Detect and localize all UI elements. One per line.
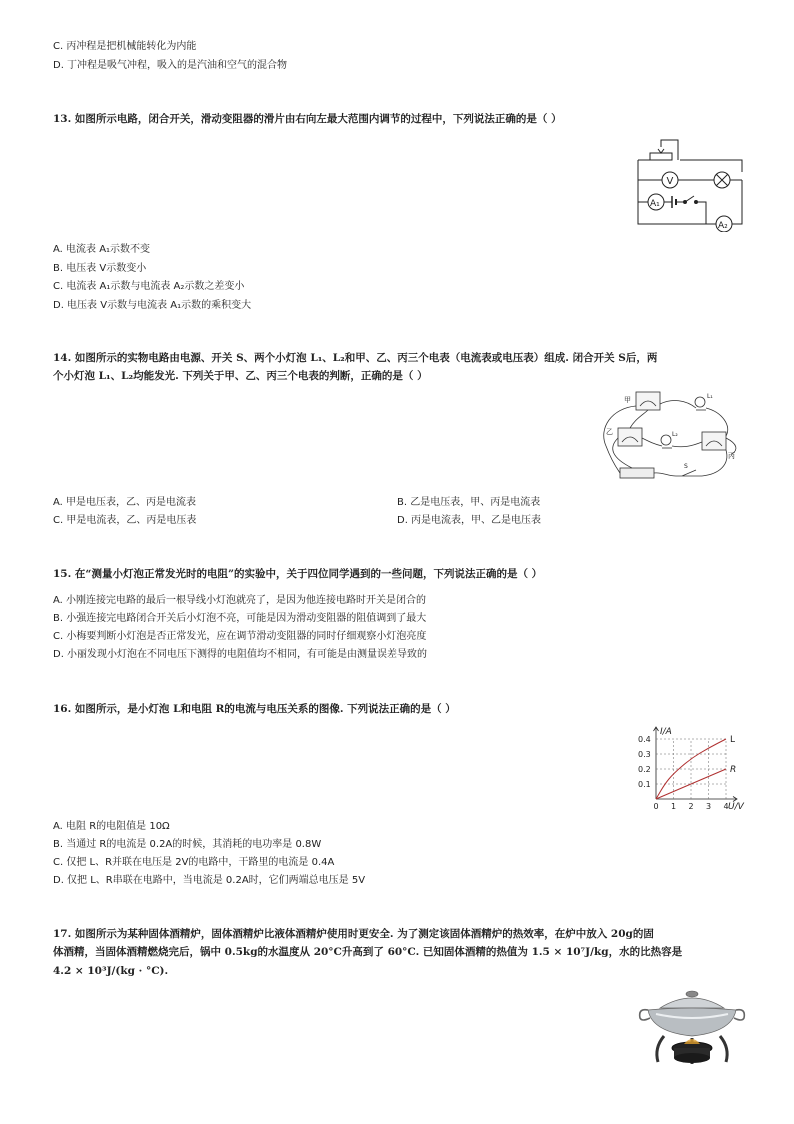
q13-option-d: D. 电压表 V示数与电流表 A₁示数的乘积变大 [53,300,252,311]
label-l2: L₂ [672,431,678,438]
q16-option-a: A. 电阻 R的电阻值是 10Ω [53,821,170,832]
q14-option-c: C. 甲是电流表，乙、丙是电压表 [53,515,197,526]
y-tick-label: 0.1 [638,780,651,789]
x-tick-label: 2 [688,802,694,811]
y-axis-label: I/A [660,727,672,737]
q12-option-d: D. 丁冲程是吸气冲程，吸入的是汽油和空气的混合物 [53,60,288,71]
x-axis-label: U/V [728,802,744,812]
x-tick-label: 1 [671,802,677,811]
q15-option-b: B. 小强连接完电路闭合开关后小灯泡不亮，可能是因为滑动变阻器的阻值调到了最大 [53,613,427,624]
q13-stem: 13. 如图所示电路，闭合开关，滑动变阻器的滑片由右向左最大范围内调节的过程中，下列说法正确的是（ ） [53,113,562,125]
q14-stem-line1: 14. 如图所示的实物电路由电源、开关 S、两个小灯泡 L₁、L₂和甲、乙、丙三个电表（电流表或电压表）组成. 闭合开关 S后，两 [53,352,658,364]
q15-option-a: A. 小刚连接完电路的最后一根导线小灯泡就亮了，是因为他连接电路时开关是闭合的 [53,595,427,606]
q17-stem-line1: 17. 如图所示为某种固体酒精炉，固体酒精炉比液体酒精炉使用时更安全. 为了测定该固体酒精炉的热效率，在炉中放入 20g的固 [53,928,654,940]
switch-s [676,470,702,476]
series-R-label: R [730,765,737,775]
y-tick-label: 0.2 [638,765,651,774]
y-tick-label: 0.3 [638,750,651,759]
meter-a2-label: A₂ [718,221,728,231]
q14-option-b: B. 乙是电压表，甲、丙是电流表 [397,497,541,508]
q16-option-d: D. 仅把 L、R串联在电路中，当电流是 0.2A时，它们两端总电压是 5V [53,875,366,886]
bulb-l1 [695,397,705,407]
y-tick-label: 0.4 [638,735,651,744]
q13-option-a: A. 电流表 A₁示数不变 [53,244,151,255]
q15-stem: 15. 在“测量小灯泡正常发光时的电阻”的实验中，关于四位同学遇到的一些问题，下列说法正确的是（ ） [53,568,543,580]
series-L-label: L [730,735,736,745]
q14-option-d: D. 丙是电流表，甲、乙是电压表 [397,515,542,526]
label-s: S [684,463,688,470]
q15-option-c: C. 小梅要判断小灯泡是否正常发光，应在调节滑动变阻器的同时仔细观察小灯泡亮度 [53,631,427,642]
q13-circuit-figure [628,132,748,232]
q14-stem-line2: 个小灯泡 L₁、L₂均能发光. 下列关于甲、乙、丙三个电表的判断，正确的是（ ） [53,370,428,382]
q13-option-c: C. 电流表 A₁示数与电流表 A₂示数之差变小 [53,281,245,292]
q14-option-a: A. 甲是电压表，乙、丙是电流表 [53,497,197,508]
q17-stem-line2: 体酒精，当固体酒精燃烧完后，锅中 0.5kg的水温度从 20°C升高到了 60°C. 已知固体酒精的热值为 1.5 × 10⁷J/kg，水的比热容是 [53,946,683,958]
rheostat [650,153,672,160]
q16-stem: 16. 如图所示，是小灯泡 L和电阻 R的电流与电压关系的图像. 下列说法正确的是（ ） [53,703,456,715]
q16-option-c: C. 仅把 L、R并联在电压是 2V的电路中，干路里的电流是 0.4A [53,857,335,868]
label-jia: 甲 [624,396,631,404]
bulb-l2 [661,435,671,445]
x-tick-label: 0 [653,802,659,811]
q14-physical-circuit-figure [592,388,742,488]
q17-alcohol-stove-figure [634,986,750,1070]
x-tick-label: 4 [723,802,729,811]
q13-option-b: B. 电压表 V示数变小 [53,263,147,274]
label-yi: 乙 [606,428,613,436]
label-l1: L₁ [707,393,713,400]
meter-a1-label: A₁ [650,199,660,209]
q12-option-c: C. 丙冲程是把机械能转化为内能 [53,41,197,52]
meter-v-label: V [666,176,674,187]
label-bing: 丙 [728,452,735,460]
q17-stem-line3: 4.2 × 10³J/(kg · °C). [53,965,169,977]
x-tick-label: 3 [706,802,712,811]
q15-option-d: D. 小丽发现小灯泡在不同电压下测得的电阻值均不相同，有可能是由测量误差导致的 [53,649,428,660]
battery [620,468,654,478]
q16-option-b: B. 当通过 R的电流是 0.2A的时候，其消耗的电功率是 0.8W [53,839,322,850]
q16-iv-graph [636,722,746,814]
